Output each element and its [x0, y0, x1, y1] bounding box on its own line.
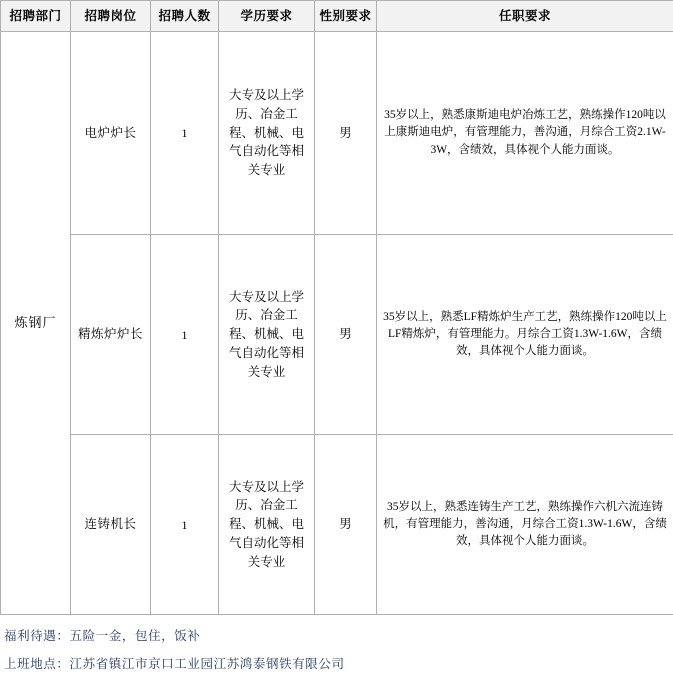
cell-requirements: 35岁以上，熟悉LF精炼炉生产工艺，熟练操作120吨以上LF精炼炉，有管理能力。月综合工资1.3W-1.6W，含绩效，具体视个人能力面谈。 — [377, 235, 673, 435]
table-row — [1, 235, 673, 435]
footer-notes — [0, 615, 673, 674]
column-header-position: 招聘岗位 — [71, 1, 151, 32]
cell-position: 电炉炉长 — [71, 32, 151, 235]
cell-headcount: 1 — [151, 235, 219, 435]
cell-gender: 男 — [315, 235, 377, 435]
column-header-headcount: 招聘人数 — [151, 1, 219, 32]
cell-position: 精炼炉炉长 — [71, 235, 151, 435]
column-header-requirements: 任职要求 — [377, 1, 673, 32]
cell-department: 炼钢厂 — [1, 32, 71, 615]
column-header-gender: 性别要求 — [315, 1, 377, 32]
cell-gender: 男 — [315, 435, 377, 615]
cell-education: 大专及以上学历、冶金工程、机械、电气自动化等相关专业 — [219, 435, 315, 615]
table-header-row — [1, 1, 673, 32]
cell-education: 大专及以上学历、冶金工程、机械、电气自动化等相关专业 — [219, 235, 315, 435]
table-row — [1, 32, 673, 235]
column-header-department: 招聘部门 — [1, 1, 71, 32]
cell-requirements: 35岁以上，熟悉连铸生产工艺，熟练操作六机六流连铸机，有管理能力，善沟通，月综合工资1.3W-1.6W，含绩效，具体视个人能力面谈。 — [377, 435, 673, 615]
cell-headcount: 1 — [151, 32, 219, 235]
cell-headcount: 1 — [151, 435, 219, 615]
benefits-line: 福利待遇：五险一金，包住，饭补 — [0, 615, 673, 646]
table-row — [1, 435, 673, 615]
cell-position: 连铸机长 — [71, 435, 151, 615]
column-header-education: 学历要求 — [219, 1, 315, 32]
location-line: 上班地点：江苏省镇江市京口工业园江苏鸿泰钢铁有限公司 — [0, 646, 673, 674]
cell-requirements: 35岁以上，熟悉康斯迪电炉冶炼工艺，熟练操作120吨以上康斯迪电炉，有管理能力，善沟通，月综合工资2.1W-3W，含绩效，具体视个人能力面谈。 — [377, 32, 673, 235]
cell-gender: 男 — [315, 32, 377, 235]
cell-education: 大专及以上学历、冶金工程、机械、电气自动化等相关专业 — [219, 32, 315, 235]
